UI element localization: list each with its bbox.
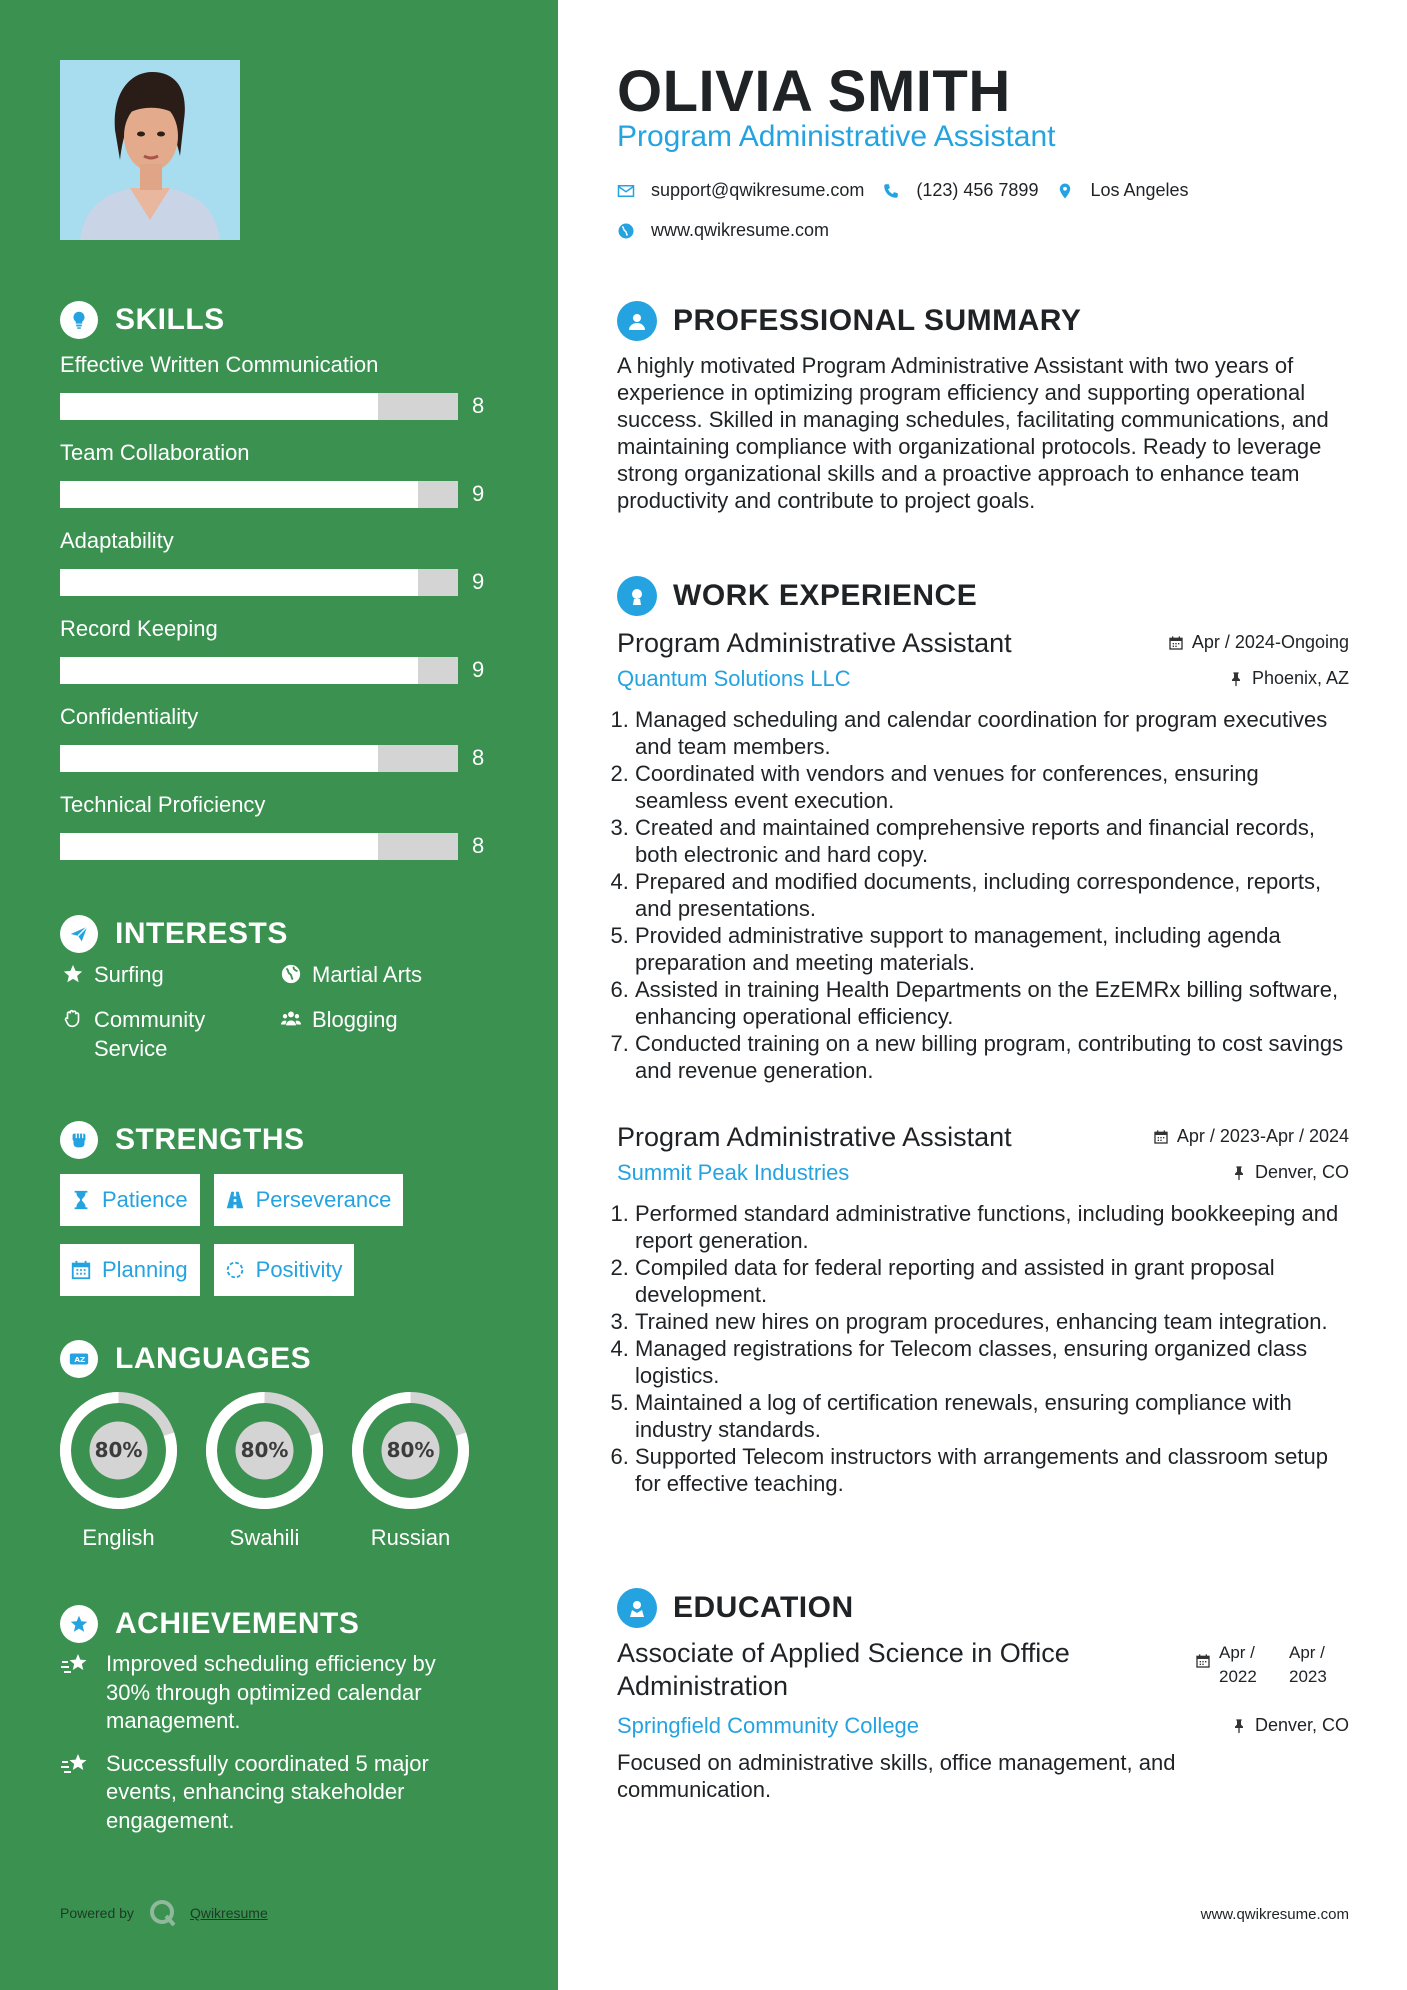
achievement-item (60, 1750, 480, 1836)
svg-text:Z: Z (79, 1355, 86, 1365)
job-bullet: 3. Created and maintained comprehensive reports and financial records, both electronic and hard copy. (635, 814, 1349, 868)
language-percent: 80% (240, 1438, 289, 1462)
phone-icon (882, 182, 900, 200)
education-heading (617, 1588, 854, 1628)
job-date (1168, 632, 1349, 653)
interest-item (60, 1005, 278, 1063)
achievements-list (60, 1650, 480, 1849)
job-title: Program Administrative Assistant (617, 628, 1012, 658)
company-name: Quantum Solutions LLC (617, 666, 851, 691)
skill-bar (60, 657, 458, 684)
skill-bar-fill (60, 569, 418, 596)
contact-phone[interactable]: (123) 456 7899 (916, 180, 1039, 200)
star-icon (60, 961, 86, 987)
skill-label: Technical Proficiency (60, 792, 266, 817)
language-percent: 80% (386, 1438, 435, 1462)
graduation-icon (617, 1588, 657, 1628)
skill-item (60, 612, 500, 700)
experience-heading (617, 576, 977, 616)
job-location (1231, 1162, 1349, 1183)
skill-item (60, 524, 500, 612)
sidebar (0, 0, 558, 1990)
calendar-icon (70, 1259, 92, 1281)
envelope-icon (617, 182, 635, 200)
job-bullets (617, 1200, 1349, 1497)
strength-row (60, 1174, 500, 1226)
summary-title: PROFESSIONAL SUMMARY (673, 304, 1082, 337)
education-title: EDUCATION (673, 1591, 854, 1624)
skill-bar-fill (60, 657, 418, 684)
strengths-heading (60, 1120, 305, 1160)
summary-text: A highly motivated Program Administrative Assistant with two years of experience in optimizing program efficiency and supporting operational success. Skilled in managing schedules, facilitating communications, and maintaining compliance with organizational protocols. Ready to leverage strong organizational skills and a proactive approach to enhance team productivity and contribute to project goals. (617, 353, 1329, 513)
skill-bar-fill (60, 745, 378, 772)
language-item (58, 1390, 179, 1551)
interest-label: Community Service (94, 1007, 206, 1061)
paper-plane-icon (60, 915, 98, 953)
contact-location: Los Angeles (1090, 180, 1189, 200)
language-percent: 80% (94, 1438, 143, 1462)
contact-email[interactable]: support@qwikresume.com (651, 180, 865, 200)
job-bullet: 4. Prepared and modified documents, including correspondence, reports, and presentations. (635, 868, 1349, 922)
strength-label: Positivity (255, 1257, 343, 1282)
language-ring (350, 1390, 471, 1511)
powered-by-label: Powered by (60, 1905, 134, 1921)
job-entry (617, 626, 1349, 1084)
interest-label: Surfing (94, 962, 164, 987)
profile-photo (60, 60, 240, 240)
calendar-icon (1195, 1653, 1211, 1669)
strength-badge (60, 1174, 200, 1226)
strength-row (60, 1244, 500, 1296)
language-ring (204, 1390, 325, 1511)
languages-heading (60, 1339, 311, 1379)
powered-by (60, 1898, 268, 1928)
skill-bar-fill (60, 833, 378, 860)
achievement-text: Improved scheduling efficiency by 30% through optimized calendar management. (106, 1651, 436, 1733)
interests-list (60, 960, 530, 1063)
qwikresume-link[interactable]: Qwikresume (189, 1905, 268, 1921)
hourglass-icon (70, 1189, 92, 1211)
strengths-list (60, 1174, 500, 1314)
job-title: Program Administrative Assistant (617, 1122, 1012, 1152)
skill-bar (60, 569, 458, 596)
calendar-icon (1168, 635, 1184, 651)
skill-value: 8 (472, 833, 485, 858)
strength-badge (214, 1174, 404, 1226)
globe-icon (617, 222, 635, 240)
job-bullet: 1. Managed scheduling and calendar coordination for program executives and team members. (635, 706, 1349, 760)
svg-text:A: A (74, 1355, 81, 1365)
interests-title: INTERESTS (115, 917, 288, 950)
skills-title: SKILLS (115, 303, 225, 336)
skill-label: Team Collaboration (60, 440, 250, 465)
skill-bar (60, 833, 458, 860)
skills-heading (60, 300, 225, 340)
translate-icon (60, 1340, 98, 1378)
language-item (350, 1390, 471, 1551)
skill-label: Adaptability (60, 528, 174, 553)
fist-icon (60, 1121, 98, 1159)
skill-item (60, 348, 500, 436)
contact-row-website (617, 220, 829, 241)
language-name: Russian (370, 1525, 451, 1550)
language-name: Swahili (229, 1525, 300, 1550)
job-bullet: 1. Performed standard administrative functions, including bookkeeping and report generation. (635, 1200, 1349, 1254)
achievements-title: ACHIEVEMENTS (115, 1607, 360, 1640)
languages-list (58, 1390, 471, 1551)
skill-value: 8 (472, 745, 485, 770)
skill-label: Record Keeping (60, 616, 218, 641)
education-entry (617, 1637, 1349, 1803)
education-date (1195, 1641, 1349, 1689)
interest-item (60, 960, 278, 989)
shooting-star-icon (60, 1650, 90, 1678)
education-end-year: 2023 (1289, 1667, 1327, 1686)
interest-label: Blogging (312, 1007, 398, 1032)
job-bullet: 6. Supported Telecom instructors with arrangements and classroom setup for effective teaching. (635, 1443, 1349, 1497)
language-ring (58, 1390, 179, 1511)
job-bullet: 6. Assisted in training Health Departments on the EzEMRx billing software, enhancing operational efficiency. (635, 976, 1349, 1030)
contact-website[interactable]: www.qwikresume.com (651, 220, 830, 240)
job-bullets (617, 706, 1349, 1084)
strength-badge (214, 1244, 355, 1296)
footer-website[interactable]: www.qwikresume.com (1200, 1906, 1349, 1923)
skill-bar (60, 481, 458, 508)
skill-item (60, 436, 500, 524)
pushpin-icon (1231, 1165, 1247, 1181)
qwikresume-logo-icon (148, 1898, 178, 1928)
job-entry (617, 1120, 1349, 1497)
strength-label: Planning (102, 1257, 188, 1282)
education-location-text: Denver, CO (1254, 1715, 1349, 1735)
star-badge-icon (60, 1605, 98, 1643)
job-location (1228, 668, 1349, 689)
experience-title: WORK EXPERIENCE (673, 579, 978, 612)
strength-label: Perseverance (255, 1187, 392, 1212)
shooting-star-icon (60, 1750, 90, 1778)
contact-row (617, 180, 1189, 201)
job-bullet: 2. Compiled data for federal reporting and assisted in grant proposal development. (635, 1254, 1349, 1308)
skill-bar-fill (60, 481, 418, 508)
job-bullet: 4. Managed registrations for Telecom classes, ensuring organized class logistics. (635, 1335, 1349, 1389)
skill-bar-fill (60, 393, 378, 420)
education-degree: Associate of Applied Science in Office Administration (617, 1638, 1070, 1701)
education-description: Focused on administrative skills, office management, and communication. (617, 1750, 1176, 1802)
hand-icon (60, 1006, 86, 1032)
spinner-icon (224, 1259, 246, 1281)
strength-label: Patience (102, 1187, 188, 1212)
candidate-title: Program Administrative Assistant (617, 120, 1056, 153)
achievement-text: Successfully coordinated 5 major events, enhancing stakeholder engagement. (106, 1750, 429, 1833)
job-date-text: Apr / 2024-Ongoing (1191, 632, 1349, 652)
job-date (1153, 1126, 1349, 1147)
skill-bar (60, 393, 458, 420)
pushpin-icon (1231, 1718, 1247, 1734)
skill-value: 9 (472, 657, 485, 682)
users-icon (278, 1006, 304, 1032)
skill-label: Effective Written Communication (60, 352, 379, 377)
candidate-name: OLIVIA SMITH (617, 59, 1011, 124)
job-bullet: 7. Conducted training on a new billing program, contributing to cost savings and revenue generation. (635, 1030, 1349, 1084)
education-location (1231, 1715, 1349, 1736)
road-icon (224, 1189, 246, 1211)
summary-heading (617, 301, 1081, 341)
job-location-text: Phoenix, AZ (1251, 668, 1349, 688)
job-bullet: 5. Maintained a log of certification renewals, ensuring compliance with industry standards. (635, 1389, 1349, 1443)
strengths-title: STRENGTHS (115, 1123, 305, 1156)
skills-list (60, 348, 500, 876)
interest-item (278, 1005, 518, 1063)
languages-title: LANGUAGES (115, 1342, 312, 1375)
language-item (204, 1390, 325, 1551)
calendar-icon (1153, 1129, 1169, 1145)
job-bullet: 2. Coordinated with vendors and venues for conferences, ensuring seamless event execution. (635, 760, 1349, 814)
job-bullet: 5. Provided administrative support to management, including agenda preparation and meeting materials. (635, 922, 1349, 976)
education-start-month: Apr / (1219, 1643, 1255, 1662)
strength-badge (60, 1244, 200, 1296)
skill-item (60, 788, 500, 876)
skill-label: Confidentiality (60, 704, 199, 729)
pushpin-icon (1228, 671, 1244, 687)
map-pin-icon (1056, 182, 1074, 200)
achievements-heading (60, 1604, 359, 1644)
education-end-month: Apr / (1289, 1643, 1325, 1662)
skill-bar (60, 745, 458, 772)
job-bullet: 3. Trained new hires on program procedures, enhancing team integration. (635, 1308, 1349, 1335)
interests-heading (60, 914, 288, 954)
user-icon (617, 301, 657, 341)
achievement-item (60, 1650, 480, 1736)
education-school: Springfield Community College (617, 1713, 920, 1738)
job-location-text: Denver, CO (1254, 1162, 1349, 1182)
skill-item (60, 700, 500, 788)
interest-item (278, 960, 518, 989)
globe-icon (278, 961, 304, 987)
skill-value: 9 (472, 481, 485, 506)
education-start-year: 2022 (1219, 1667, 1257, 1686)
interest-label: Martial Arts (312, 962, 423, 987)
company-name: Summit Peak Industries (617, 1160, 850, 1185)
briefcase-icon (617, 576, 657, 616)
lightbulb-icon (60, 301, 98, 339)
language-name: English (82, 1525, 155, 1550)
skill-value: 9 (472, 569, 485, 594)
skill-value: 8 (472, 393, 485, 418)
job-date-text: Apr / 2023-Apr / 2024 (1176, 1126, 1349, 1146)
